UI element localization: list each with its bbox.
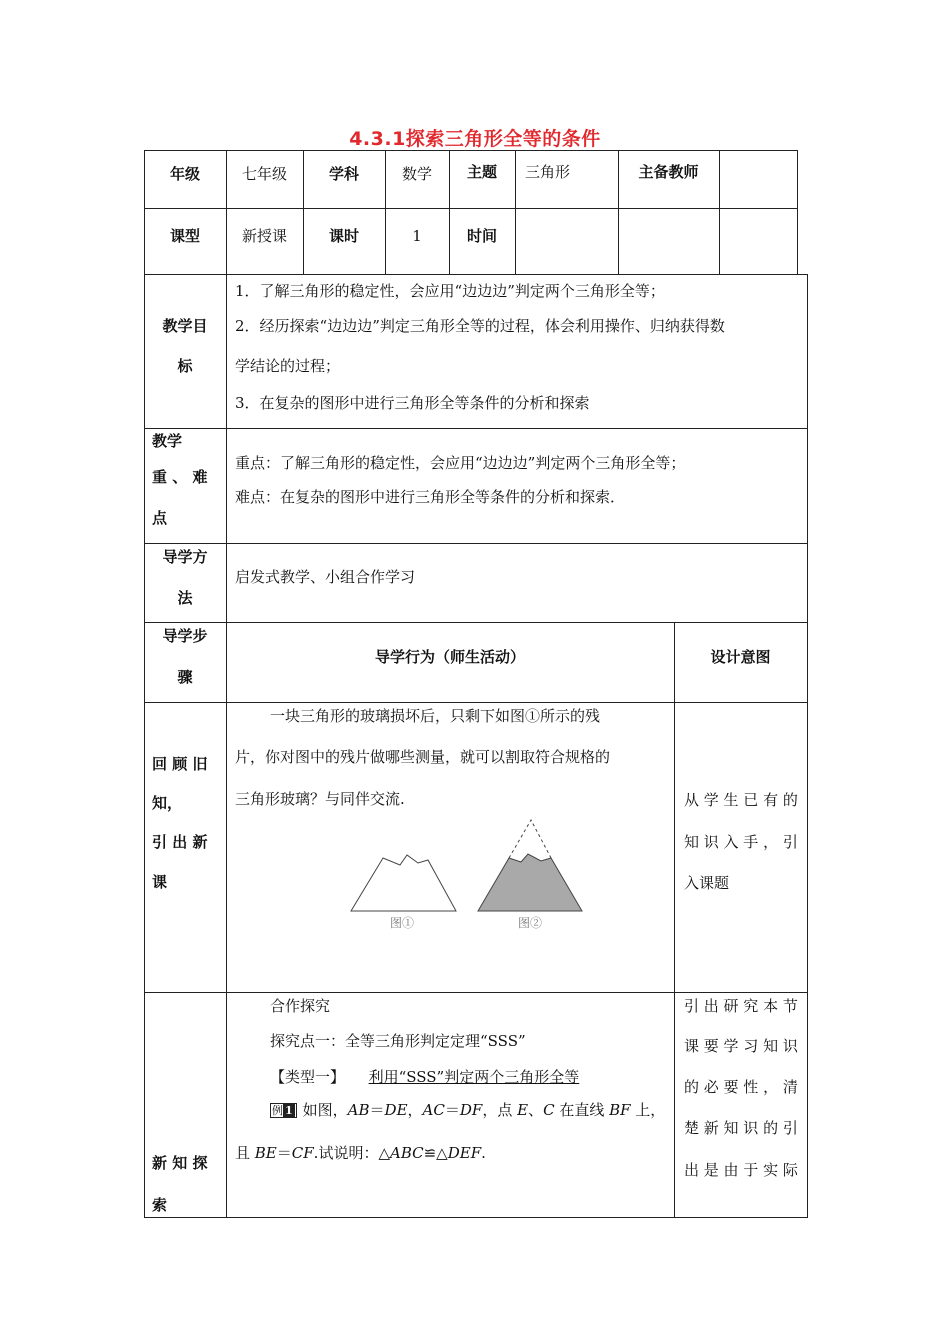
figure-2-fragment	[478, 854, 582, 911]
method-label-2: 法	[177, 589, 193, 607]
objective-item: 学结论的过程；	[235, 357, 341, 375]
course-type-value: 新授课	[241, 227, 287, 245]
objective-item: 3．在复杂的图形中进行三角形全等条件的分析和探索	[235, 394, 590, 412]
topic-value: 三角形	[525, 163, 571, 181]
subject-label: 学科	[328, 165, 359, 183]
time-label: 时间	[466, 227, 497, 245]
review-text-line: 片，你对图中的残片做哪些测量，就可以割取符合规格的	[235, 748, 611, 766]
explore-intent-line: 出 是 由 于 实 际	[684, 1161, 798, 1179]
class-hours-label: 课时	[328, 227, 359, 245]
objectives-label-1: 教学目	[162, 317, 208, 335]
key-focus: 重点：了解三角形的稳定性，会应用“边边边”判定两个三角形全等；	[235, 454, 686, 472]
review-text-line: 三角形玻璃？与同伴交流.	[235, 790, 405, 808]
explore-intent-line: 课 要 学 习 知 识	[684, 1037, 798, 1055]
steps-label-2: 骤	[177, 668, 193, 686]
method-value: 启发式教学、小组合作学习	[235, 568, 416, 586]
review-intent-line: 知 识 入 手 ， 引	[684, 833, 798, 851]
review-text-line: 一块三角形的玻璃损坏后，只剩下如图①所示的残	[270, 707, 601, 725]
review-label-2: 知，	[152, 794, 183, 812]
explore-label-1: 新 知 探	[152, 1154, 208, 1172]
broken-glass-figures	[345, 818, 595, 918]
objectives-label-2: 标	[177, 357, 193, 375]
intent-column-header: 设计意图	[710, 648, 771, 666]
explore-label-2: 索	[152, 1196, 168, 1214]
keypoints-label-2: 重 、 难	[152, 468, 208, 486]
review-label-1: 回 顾 旧	[152, 755, 208, 773]
review-intent-line: 从 学 生 已 有 的	[684, 791, 798, 809]
explore-intent-line: 引 出 研 究 本 节	[684, 997, 798, 1015]
explore-heading: 合作探究	[270, 997, 331, 1015]
example-line-1: 例 1 如图，AB＝DE，AC＝DF，点 E、C 在直线 BF 上，	[272, 1101, 666, 1119]
document-title: 4.3.1探索三角形全等的条件	[349, 128, 601, 150]
figure-1-label: 图①	[390, 916, 415, 930]
figure-2-label: 图②	[518, 916, 543, 930]
grade-value: 七年级	[241, 165, 287, 183]
keypoints-label-3: 点	[152, 509, 168, 527]
class-hours-value: 1	[412, 227, 422, 245]
method-label-1: 导学方	[162, 548, 208, 566]
explore-type-line	[270, 1067, 579, 1087]
key-difficulty: 难点：在复杂的图形中进行三角形全等条件的分析和探索．	[235, 488, 626, 506]
topic-label: 主题	[466, 163, 497, 181]
objective-item: 2．经历探索“边边边”判定三角形全等的过程，体会利用操作、归纳获得数	[235, 317, 725, 335]
review-label-4: 课	[152, 873, 168, 891]
review-label-3: 引 出 新	[152, 833, 208, 851]
figure-1-fragment	[351, 855, 456, 911]
review-intent-line: 入课题	[684, 874, 730, 892]
steps-label-1: 导学步	[162, 627, 208, 645]
figure-2-dashed-completion	[509, 820, 551, 858]
grade-label: 年级	[169, 165, 200, 183]
objective-item: 1．了解三角形的稳定性，会应用“边边边”判定两个三角形全等；	[235, 282, 665, 300]
explore-point-1: 探究点一：全等三角形判定定理“SSS”	[270, 1032, 526, 1050]
type-tag: 【类型一】	[270, 1068, 346, 1086]
course-type-label: 课型	[169, 227, 200, 245]
explore-intent-line: 楚 新 知 识 的 引	[684, 1119, 798, 1137]
explore-intent-line: 的 必 要 性 ， 清	[684, 1078, 798, 1096]
keypoints-label-1: 教学	[152, 432, 183, 450]
type-title: 利用“SSS”判定两个三角形全等	[368, 1068, 580, 1086]
activity-column-header: 导学行为（师生活动）	[374, 648, 525, 666]
example-badge: 例 1	[270, 1103, 297, 1118]
example-line-2: 且 BE＝CF.试说明：△ABC≌△DEF.	[235, 1144, 486, 1162]
teacher-label: 主备教师	[638, 163, 699, 181]
subject-value: 数学	[401, 165, 432, 183]
